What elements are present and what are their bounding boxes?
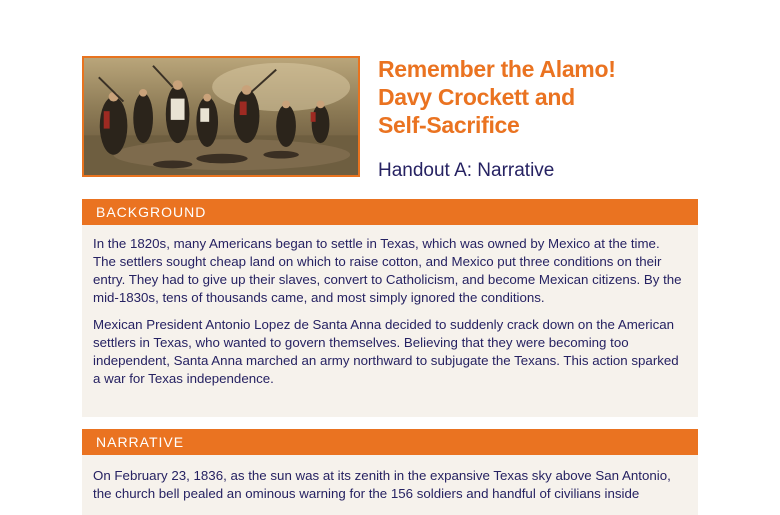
header-painting-image: [82, 56, 360, 177]
handout-title: [378, 55, 698, 139]
background-paragraph-1: In the 1820s, many Americans began to settle in Texas, which was owned by Mexico at the time. The settlers sought cheap land on which to raise cotton, and Mexico put three conditions on their entry. They had to give up their slaves, convert to Catholicism, and become Mexican citizens. By the mid-1830s, tens of thousands came, and most simply ignored the conditions.: [93, 236, 682, 305]
narrative-section-heading: NARRATIVE: [82, 429, 698, 455]
narrative-paragraph-1: On February 23, 1836, as the sun was at its zenith in the expansive Texas sky above San Antonio, the church bell pealed an ominous warning for the 156 soldiers and handful of civilians inside: [93, 468, 671, 501]
title-line-2: Davy Crockett and: [378, 84, 575, 110]
battle-painting-illustration: [84, 58, 358, 175]
narrative-section-body: [82, 455, 698, 515]
title-line-1: Remember the Alamo!: [378, 56, 616, 82]
background-paragraph-2: Mexican President Antonio Lopez de Santa Anna decided to suddenly crack down on the American settlers in Texas, who wanted to govern themselves. Believing that they were becoming too independent, Santa Anna marched an army northward to subjugate the Texans. This action sparked a war for Texas independence.: [93, 317, 679, 386]
background-section-heading: BACKGROUND: [82, 199, 698, 225]
title-line-3: Self-Sacrifice: [378, 112, 520, 138]
background-section-body: [82, 225, 698, 417]
handout-subtitle: Handout A: Narrative: [378, 160, 555, 181]
